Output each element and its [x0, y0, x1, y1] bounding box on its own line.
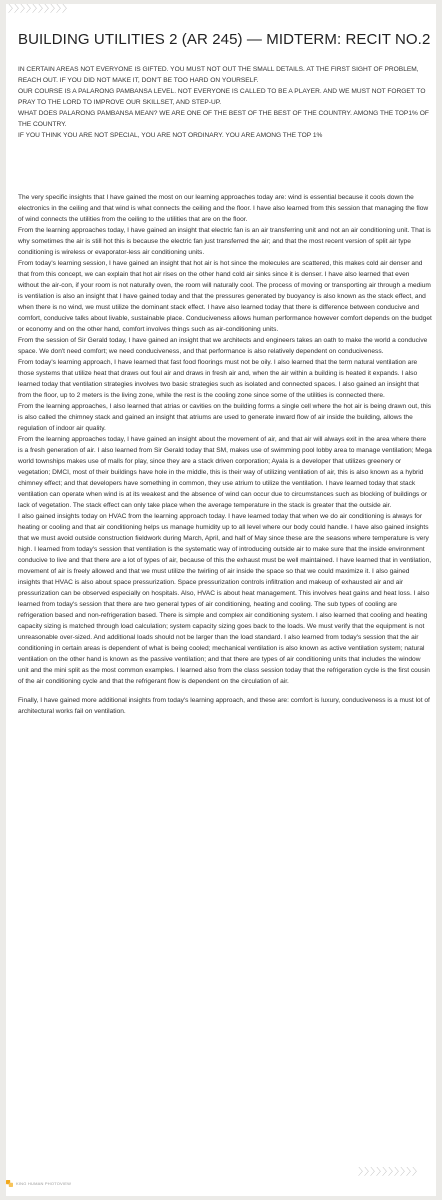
- studocu-logo-icon: [6, 1180, 13, 1187]
- insights-body: [18, 192, 432, 717]
- body-paragraph: From today's learning session, I have gained an insight that hot air is hot since the molecules are scattered, this makes cold air denser and that from this concept, we can explain that hot air rises on the other hand cold air sinks since it is denser. I have also learned that even without the air-con, if your room is not naturally oven, the room will naturally cool. The process of moving or transporting air through a medium is ventilation is also an insight that I have gained today and that the pressures generated by buoyancy is also known as the stack effect, and when there is no wind, we must utilize the dominant stack effect. I have also learned today that there is difference between conducive and comfort, conducive talks about livable, sustainable place. Conduciveness allows human performance however comfort depends on the budget or economy and on the other hand, comfort involves things such as air-conditioning units.: [18, 260, 432, 333]
- chevron-decoration-top: 〉〉〉〉〉〉〉〉〉〉: [8, 4, 73, 15]
- intro-paragraph: OUR COURSE IS A PALARONG PAMBANSA LEVEL. NOT EVERYONE IS CALLED TO BE A PLAYER. AND WE MUST NOT FORGET TO PRAY TO THE LORD TO IMPROVE OUR SKILLSET, AND STEP-UP.: [18, 88, 426, 106]
- body-paragraph: From the learning approaches today, I have gained an insight that electric fan is an air transferring unit and not an air conditioning unit. That is why sometimes the air is still hot this is because the electric fan just transferred the air; and that the most recent version of split air type conditioning is wireless or evaporator-less air conditioning units.: [18, 227, 431, 256]
- intro-paragraph: WHAT DOES PALARONG PAMBANSA MEAN? WE ARE ONE OF THE BEST OF THE BEST OF THE COUNTRY. AMONG THE TOP1% OF THE COUNTRY.: [18, 110, 429, 128]
- closing-paragraph: Finally, I have gained more additional insights from today's learning approach, and these are: comfort is luxury, conduciveness is a must lot of architectural works fail on ventilation.: [18, 697, 430, 715]
- document-title: BUILDING UTILITIES 2 (AR 245) — MIDTERM: RECIT NO.2: [18, 31, 431, 48]
- footer-source-text: KING HUMAN PHOTOVIEW: [16, 1180, 72, 1186]
- body-paragraph: From the learning approaches, I also learned that atrias or cavities on the building forms a single cell where the hot air is being drawn out, this is also called the chimney stack and gained an insight that atriums are used to generate inward flow of air inside the building, allows the regulation of indoor air quality.: [18, 403, 432, 432]
- body-paragraph: From today's learning approach, I have learned that fast food floorings must not be oily. I also learned that the term natural ventilation are those systems that utilize heat that draws out foul air and draws in fresh air and, when the air within a building is heated it expands. I also learned today that ventilation strategies involves two basic strategies such as isolated and connected spaces. I also gained an insight that from the floor, up to 2 meters is the living zone, while the rest is the cooling zone since some of the utilities is connected there.: [18, 359, 419, 399]
- chevron-decoration-bottom: 〉〉〉〉〉〉〉〉〉〉: [358, 1167, 423, 1178]
- intro-paragraph: IF YOU THINK YOU ARE NOT SPECIAL, YOU ARE NOT ORDINARY. YOU ARE AMONG THE TOP 1%: [18, 132, 323, 139]
- body-paragraph: From the learning approaches today, I have gained an insight about the movement of air, and that air will always exit in the area where there is a fresh generation of air. I also learned from Sir Gerald today that SM, makes use of swimming pool lobby area to manage ventilation; Mega world townships makes use of malls for play, since they are a stack driven corporation; Ayala is a developer that utilizes greenery or vegetation; DMCI, most of their buildings have hole in the middle, this is their way of utilizing ventilation of air, this is also known as a hybrid chimney effect; and that developers have something in common, they use atrium to utilize the ventilation. I have learned today that stack ventilation can operate when wind is at its weakest and the absence of wind can occur due to circumstances such as blocking of buildings or lack of vegetation. The stack effect can only take place when the average temperature in the stack is greater that the outside air.: [18, 436, 432, 509]
- body-paragraph: The very specific insights that I have gained the most on our learning approaches today are: wind is essential because it cools down the electronics in the ceiling and that wind is what connects the ceiling and the floor. I have also learned from this session that managing the flow of wind connects the utilities from the ceiling to the utilities that are on the floor.: [18, 194, 429, 223]
- body-paragraph: I also gained insights today on HVAC from the learning approach today. I have learned today that when we do air conditioning is always for heating or cooling and that air conditioning helps us manage humidity up to all level where our body could handle. I have also gained insights that we must avoid outside construction fieldwork during March, April, and half of May since these are the seasons where temperature is very high. I learned from today's session that ventilation is the systematic way of introducing outside air to make sure that the inside environment conducive to live and that there are a lot of types of air, because of this the exhaust must be well maintained. I have learned that in ventilation, movement of air is freely allowed and that we must utilize the twirling of air inside the space so that we could maximize it. I also gained insights that HVAC is also about space pressurization. Space pressurization controls infiltration and makeup of exhausted air and air pressurization can be observed especially on hospitals. Also, HVAC is about heat management. This involves heat gains and heat loss. I also learned from today's session that there are two general types of air conditioning, heating and cooling. The sub types of cooling are refrigeration based and non-refrigeration based. There is simple and complex air conditioning system. I also learned that cooling and heating capacity sizing is matched through load calculation; system capacity sizing goes back to the loads. We must verify that the equipment is not unreasonable over-sized. And additional loads should not be larger than the load standard. I also learned from today's session that the air conditioning in certain areas is dependent of what is being cooled; mechanical ventilation is also known as active ventilation system; natural ventilation on the other hand is known as the passive ventilation; and that there are types of air conditioning units that includes the window unit and the mini split as the most common examples. I learned also from the class session today that the refrigeration cycle is the first cousin of the air conditioning cycle and that the refrigerant flow is dependent on the circulation of air.: [18, 513, 432, 685]
- page-footer: [6, 1179, 71, 1187]
- intro-paragraph: IN CERTAIN AREAS NOT EVERYONE IS GIFTED. YOU MUST NOT OUT THE SMALL DETAILS. AT THE FIRST SIGHT OF PROBLEM, REACH OUT. IF YOU DID NOT MAKE IT, DON'T BE TOO HARD ON YOURSELF.: [18, 66, 419, 84]
- intro-section: [18, 64, 432, 141]
- body-paragraph: From the session of Sir Gerald today, I have gained an insight that we architects and engineers takes an oath to make the world a conducive space. We don't need comfort; we need conduciveness, and that performance is also relatively dependent on conduciveness.: [18, 337, 428, 355]
- document-page: [6, 4, 436, 1196]
